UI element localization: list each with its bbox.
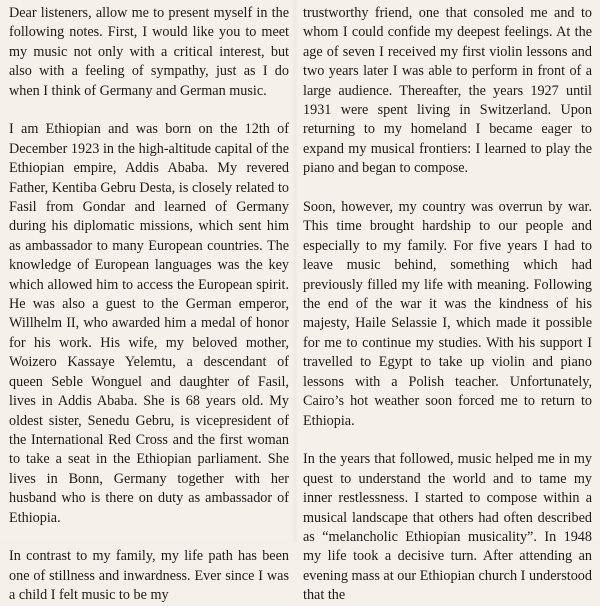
- paragraph-family: I am Ethiopian and was born on the 12th of December 1923 in the high-altitude capital of the Ethiopian empire, Addis Ababa. My revered Father, Kentiba Gebru Desta, is closely related to Fasil from Gondar and learned of Germany during his diplomatic missions, which sent him as ambassador to many European countries. The knowledge of European languages was the key which allowed him to access the European spirit. He was also a guest to the German emperor, Willhelm II, who awarded him a medal of honor for his work. His wife, my beloved mother, Woizero Kassaye Yelemtu, a descendant of queen Seble Wonguel and daughter of Fasil, lives in Addis Ababa. She is 68 years old. My oldest sister, Senedu Gebru, is vicepresident of the International Red Cross and the first woman to take a seat in the Ethiopian parliament. She lives in Bonn, Germany together with her husband who is there on duty as ambassador of Ethiopia.: [9, 121, 289, 526]
- column-gutter: [292, 0, 298, 542]
- right-column: [303, 4, 592, 606]
- paragraph-war: Soon, however, my country was overrun by war. This time brought hardship to our people and especially to my family. For five years I had to leave music behind, something which had previously filled my life with meaning. Following the end of the war it was the kindness of his majesty, Haile Selassie I, which made it possible for me to continue my studies. With his support I travelled to Egypt to take up violin and piano lessons with a Polish teacher. Unfortunately, Cairo’s hot weather soon forced me to return to Ethiopia.: [303, 199, 592, 429]
- left-column: [9, 4, 289, 606]
- paragraph-life-path: In contrast to my family, my life path has been one of stillness and inwardness. Ever since I was a child I felt music to be my: [9, 548, 289, 604]
- paragraph-restlessness: In the years that followed, music helped me in my quest to understand the world and to tame my inner restlessness. I started to compose within a musical landscape that others had often described as “melancholic Ethiopian musicality”. In 1948 my life took a decisive turn. After attending an evening mass at our Ethiopian church I understood that the: [303, 451, 592, 604]
- paragraph-music-friend: trustworthy friend, one that consoled me and to whom I could confide my deepest feelings. At the age of seven I received my first violin lessons and two years later I was able to perform in front of a large audience. Thereafter, the years 1927 until 1931 were spent living in Switzerland. Upon returning to my homeland I became eager to expand my musical frontiers: I learned to play the piano and began to compose.: [303, 5, 592, 177]
- paragraph-greeting: Dear listeners, allow me to present myself in the following notes. First, I would like you to meet my music not only with a critical interest, but also with a feeling of sympathy, just as I do when I think of Germany and German music.: [9, 5, 289, 99]
